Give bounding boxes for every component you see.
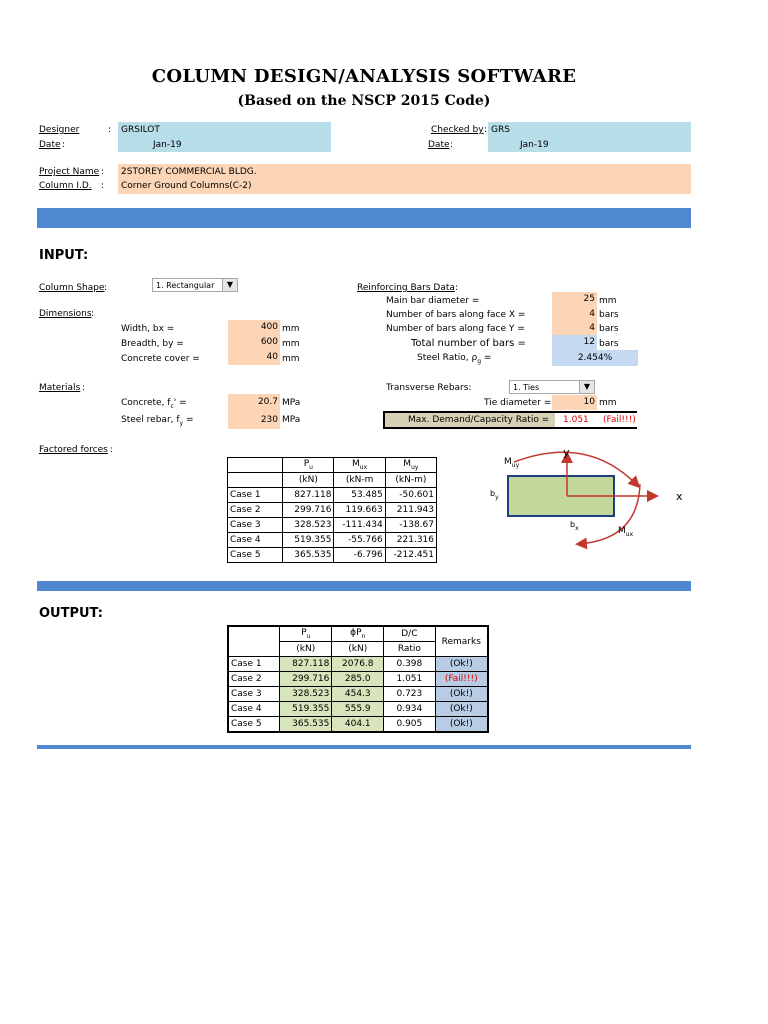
project-value: 2STOREY COMMERCIAL BLDG. xyxy=(121,167,257,177)
out-unit-dc: Ratio xyxy=(384,642,435,657)
column-id-value: Corner Ground Columns(C-2) xyxy=(121,181,252,191)
max-dc-ratio-box xyxy=(383,411,637,429)
table-row: Case 1 827.118 2076.8 0.398 (Ok!) xyxy=(228,657,488,672)
chevron-down-icon[interactable]: ▼ xyxy=(222,279,237,291)
table-row: Case 4 519.355 555.9 0.934 (Ok!) xyxy=(228,702,488,717)
column-shape-label: Column Shape xyxy=(39,283,105,293)
mux-label: $M_{ux}$ xyxy=(618,526,634,538)
table-row: Case 3 328.523 -111.434 -138.67 xyxy=(228,518,437,533)
out-header-phipn: $\phi P_n$ xyxy=(332,626,384,642)
by-label: $b_y$ xyxy=(490,489,499,501)
page-subtitle: (Based on the NSCP 2015 Code) xyxy=(237,93,491,109)
width-label: Width, bx = xyxy=(121,324,175,334)
date-value: Jan-19 xyxy=(153,140,182,150)
bars-y-unit: bars xyxy=(599,324,619,334)
breadth-input[interactable]: 600 xyxy=(228,335,280,350)
date2-label: Date xyxy=(428,140,450,150)
tie-diameter-unit: mm xyxy=(599,398,617,408)
table-row: Case 1 827.118 53.485 -50.601 xyxy=(228,488,437,503)
breadth-unit: mm xyxy=(282,339,300,349)
remark-cell: (Ok!) xyxy=(435,687,488,702)
total-bars-label: Total number of bars = xyxy=(411,338,526,349)
remark-cell: (Ok!) xyxy=(435,657,488,672)
factored-forces-label: Factored forces xyxy=(39,445,108,455)
transverse-dropdown[interactable] xyxy=(509,380,595,394)
rebars-title: Reinforcing Bars Data xyxy=(357,283,455,293)
date-label: Date xyxy=(39,140,61,150)
total-bars-unit: bars xyxy=(599,339,619,349)
width-input[interactable]: 400 xyxy=(228,320,280,335)
table-row: Case 5 365.535 -6.796 -212.451 xyxy=(228,548,437,563)
section-bar-middle xyxy=(37,581,691,591)
steel-input[interactable]: 230 xyxy=(228,411,280,429)
table-row: Case 2 299.716 119.663 211.943 xyxy=(228,503,437,518)
column-shape-value: 1. Rectangular xyxy=(156,281,215,290)
cover-unit: mm xyxy=(282,354,300,364)
checked-value: GRS xyxy=(491,125,510,135)
page-title: COLUMN DESIGN/ANALYSIS SOFTWARE xyxy=(151,66,577,87)
designer-value: GRSILOT xyxy=(121,125,160,135)
max-dc-ratio-value: 1.051 xyxy=(563,415,589,425)
tie-diameter-input[interactable]: 10 xyxy=(552,395,597,410)
table-row: Case 4 519.355 -55.766 221.316 xyxy=(228,533,437,548)
out-header-dc: D/C xyxy=(384,626,435,642)
table-row: Case 5 365.535 404.1 0.905 (Ok!) xyxy=(228,717,488,733)
out-unit-pu: (kN) xyxy=(280,642,332,657)
y-axis-label: y xyxy=(563,446,570,459)
bars-x-unit: bars xyxy=(599,310,619,320)
concrete-input[interactable]: 20.7 xyxy=(228,394,280,411)
steel-ratio-label: Steel Ratio, $\rho_g$ = xyxy=(417,353,492,365)
main-bar-unit: mm xyxy=(599,296,617,306)
designer-label: Designer xyxy=(39,125,80,135)
output-heading: OUTPUT: xyxy=(39,606,103,621)
tie-diameter-label: Tie diameter = xyxy=(484,398,552,408)
bars-y-input[interactable]: 4 xyxy=(552,321,597,335)
column-shape-dropdown[interactable] xyxy=(152,278,238,292)
column-id-label: Column I.D. xyxy=(39,181,92,191)
breadth-label: Breadth, by = xyxy=(121,339,184,349)
dimensions-label: Dimensions xyxy=(39,309,92,319)
out-header-pu: $P_u$ xyxy=(280,626,332,642)
steel-label: Steel rebar, $f_y$ = xyxy=(121,415,194,427)
transverse-label: Transverse Rebars: xyxy=(386,383,472,393)
concrete-unit: MPa xyxy=(282,398,301,408)
total-bars-value: 12 xyxy=(552,335,597,350)
header-muy: $M_{uy}$ xyxy=(385,458,436,473)
out-unit-phipn: (kN) xyxy=(332,642,384,657)
muy-label: $M_{uy}$ xyxy=(504,457,520,469)
project-label: Project Name xyxy=(39,167,100,177)
materials-label: Materials xyxy=(39,383,81,393)
max-dc-ratio-status: (Fail!!!) xyxy=(603,415,636,425)
table-row: Case 3 328.523 454.3 0.723 (Ok!) xyxy=(228,687,488,702)
max-dc-ratio-label: Max. Demand/Capacity Ratio = xyxy=(408,415,550,425)
width-unit: mm xyxy=(282,324,300,334)
table-row: Case 2 299.716 285.0 1.051 (Fail!!!) xyxy=(228,672,488,687)
bars-x-input[interactable]: 4 xyxy=(552,307,597,321)
section-bar-top xyxy=(37,208,691,228)
remark-cell: (Ok!) xyxy=(435,717,488,733)
header-pu: $P_u$ xyxy=(283,458,334,473)
header-mux: $M_{ux}$ xyxy=(334,458,385,473)
remark-cell: (Fail!!!) xyxy=(435,672,488,687)
steel-unit: MPa xyxy=(282,415,301,425)
output-table xyxy=(227,625,489,733)
main-bar-input[interactable]: 25 xyxy=(552,292,597,307)
unit-pu: (kN) xyxy=(283,473,334,488)
cover-label: Concrete cover = xyxy=(121,354,200,364)
transverse-value: 1. Ties xyxy=(513,383,540,392)
bars-x-label: Number of bars along face X = xyxy=(386,310,526,320)
column-section-diagram xyxy=(468,440,698,550)
unit-mux: (kN-m xyxy=(334,473,385,488)
checked-cell[interactable] xyxy=(488,122,691,152)
bars-y-label: Number of bars along face Y = xyxy=(386,324,525,334)
factored-forces-table xyxy=(227,457,437,563)
input-heading: INPUT: xyxy=(39,248,89,263)
section-bar-bottom xyxy=(37,745,691,749)
chevron-down-icon[interactable]: ▼ xyxy=(579,381,594,393)
bx-label: $b_x$ xyxy=(570,520,579,532)
cover-input[interactable]: 40 xyxy=(228,350,280,365)
concrete-label: Concrete, $f_c'$ = xyxy=(121,398,187,410)
unit-muy: (kN-m) xyxy=(385,473,436,488)
out-header-remarks: Remarks xyxy=(435,626,488,657)
checked-label: Checked by xyxy=(431,125,484,135)
date2-value: Jan-19 xyxy=(520,140,549,150)
main-bar-label: Main bar diameter = xyxy=(386,296,480,306)
x-axis-label: x xyxy=(676,490,683,503)
remark-cell: (Ok!) xyxy=(435,702,488,717)
steel-ratio-value: 2.454% xyxy=(552,350,638,366)
